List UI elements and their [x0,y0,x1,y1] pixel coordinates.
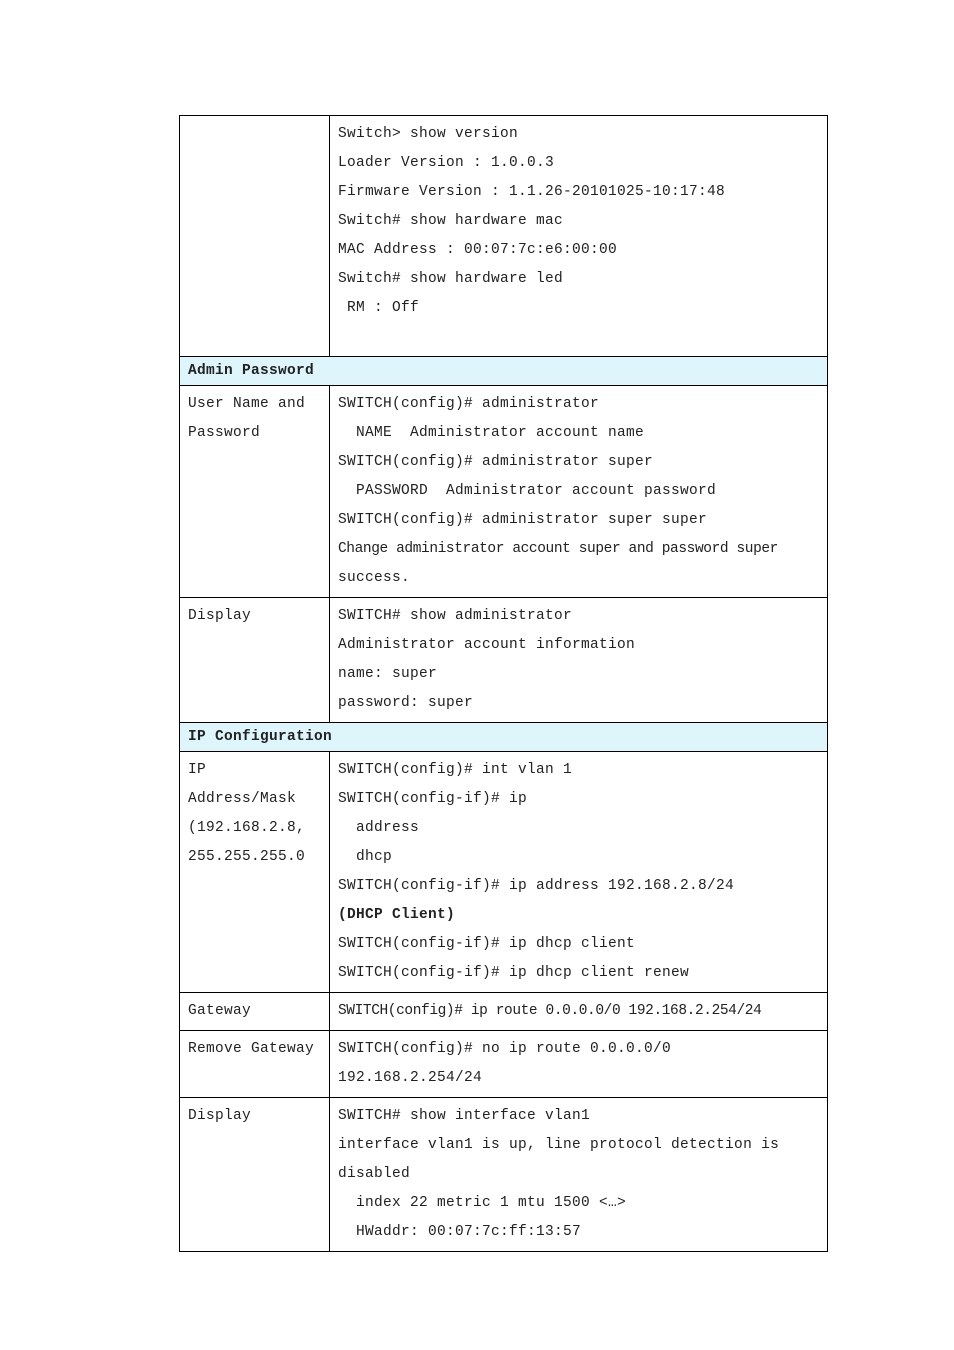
command-line: name: super [338,666,438,682]
command-line: Switch> show version [338,126,519,142]
row-label [180,1098,330,1252]
command-line: Firmware Version : 1.1.26-20101025-10:17:48 [338,184,726,200]
command-line: disabled [338,1166,411,1182]
table-row [180,993,828,1031]
command-line: NAME Administrator account name [338,425,645,441]
command-cell [330,598,828,723]
command-cell [330,386,828,598]
row-label-line: IP [188,762,207,778]
row-label-line: Password [188,425,261,441]
command-line: index 22 metric 1 mtu 1500 <…> [338,1195,627,1211]
row-label-line: Address/Mask [188,791,297,807]
row-label-line: Display [188,1108,252,1124]
command-line: SWITCH(config-if)# ip address 192.168.2.8/24 [338,878,735,894]
row-label-line: 255.255.255.0 [188,849,306,865]
command-reference-table [179,115,828,1252]
row-label [180,386,330,598]
command-line: SWITCH(config-if)# ip dhcp client [338,936,636,952]
row-label [180,598,330,723]
command-line: SWITCH# show administrator [338,608,573,624]
table-row [180,116,828,357]
dhcp-client-subheading: (DHCP Client) [338,907,456,923]
command-line: interface vlan1 is up, line protocol detection is [338,1137,780,1153]
table-row [180,1098,828,1252]
command-line: SWITCH(config)# ip route 0.0.0.0/0 192.168.2.254/24 [338,1003,762,1019]
command-line: Switch# show hardware led [338,271,564,287]
command-line: SWITCH(config)# administrator [338,396,600,412]
row-label-line: User Name and [188,396,306,412]
section-title: Admin Password [180,357,828,386]
section-header-row [180,357,828,386]
row-label-line: Remove Gateway [188,1041,315,1057]
section-header-row [180,723,828,752]
command-line: SWITCH(config)# administrator super super [338,512,708,528]
command-cell [330,752,828,993]
command-line: SWITCH(config)# administrator super [338,454,654,470]
row-label-line: Display [188,608,252,624]
table-row [180,386,828,598]
row-label [180,1031,330,1098]
command-line: SWITCH(config-if)# ip [338,791,528,807]
command-line: SWITCH(config-if)# ip dhcp client renew [338,965,690,981]
row-label-line: (192.168.2.8, [188,820,306,836]
command-line: PASSWORD Administrator account password [338,483,717,499]
command-line: success. [338,570,411,586]
command-line: SWITCH(config)# no ip route 0.0.0.0/0 [338,1041,672,1057]
command-line: HWaddr: 00:07:7c:ff:13:57 [338,1224,582,1240]
row-label [180,116,330,357]
command-line: 192.168.2.254/24 [338,1070,483,1086]
section-title: IP Configuration [180,723,828,752]
command-line: Loader Version : 1.0.0.3 [338,155,555,171]
row-label [180,993,330,1031]
command-line: password: super [338,695,474,711]
command-cell [330,116,828,357]
command-line: MAC Address : 00:07:7c:e6:00:00 [338,242,618,258]
row-label-line: Gateway [188,1003,252,1019]
command-line: Switch# show hardware mac [338,213,564,229]
command-line: RM : Off [338,300,420,316]
table-row [180,598,828,723]
command-line: address [338,820,420,836]
command-line: Administrator account information [338,637,636,653]
command-cell [330,993,828,1031]
table-row [180,1031,828,1098]
command-cell [330,1098,828,1252]
spacer [338,323,819,352]
command-line: SWITCH(config)# int vlan 1 [338,762,573,778]
command-line: dhcp [338,849,393,865]
command-line: Change administrator account super and password super [338,541,778,557]
table-row [180,752,828,993]
row-label [180,752,330,993]
command-line: SWITCH# show interface vlan1 [338,1108,591,1124]
command-cell [330,1031,828,1098]
